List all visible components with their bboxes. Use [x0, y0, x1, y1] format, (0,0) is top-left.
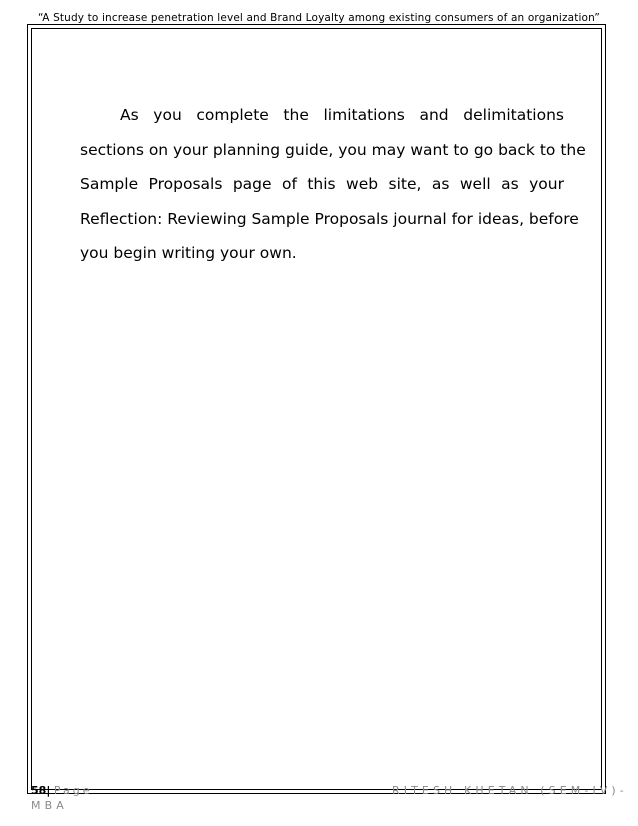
- page-header: “A Study to increase penetration level and Brand Loyalty among existing consumers of an organization”: [38, 12, 600, 24]
- body-line: As you complete the limitations and delimitations: [120, 106, 564, 124]
- body-line: Reflection: Reviewing Sample Proposals journal for ideas, before: [80, 209, 579, 228]
- footer-author: RITESH KHETAN (SEM-IV)-: [392, 784, 628, 797]
- body-paragraph: [80, 98, 586, 271]
- body-line: you begin writing your own.: [80, 244, 297, 262]
- page-label: Page: [53, 784, 93, 797]
- page-footer-left: [31, 784, 92, 797]
- footer-author-continued: MBA: [31, 799, 68, 812]
- body-line: Sample Proposals page of this web site, as well as your: [80, 175, 564, 193]
- page-number: 58: [31, 784, 47, 797]
- body-line: sections on your planning guide, you may want to go back to the: [80, 140, 586, 159]
- page-separator: |: [46, 784, 51, 797]
